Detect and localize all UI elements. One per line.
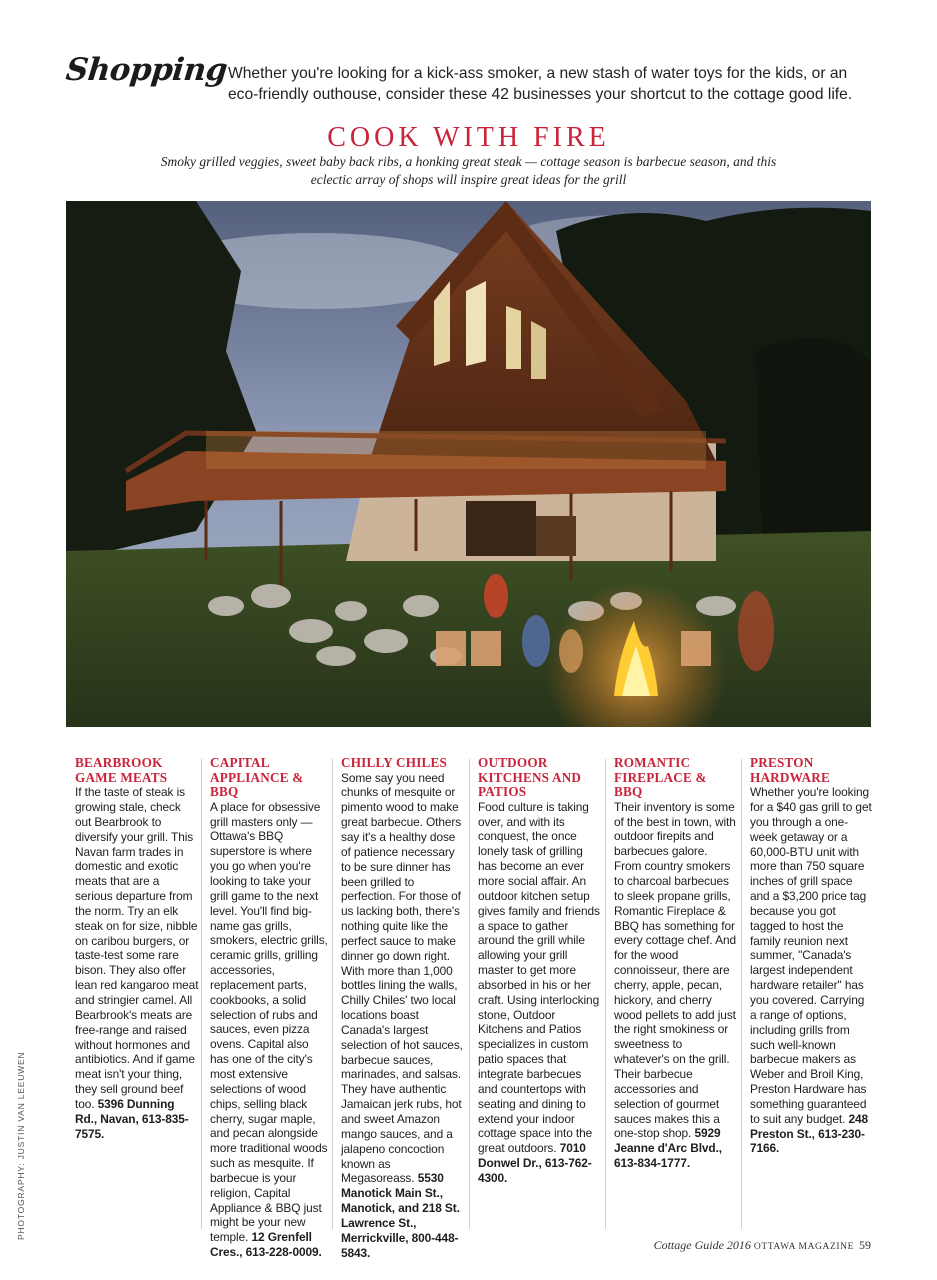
listing-contact: 12 Grenfell Cres., 613-228-0009. (210, 1230, 322, 1260)
listing-body: If the taste of steak is growing stale, check out Bearbrook to diversify your grill. This Navan farm trades in domestic and exotic meats that are a serious departure from the norm. Try an elk steak on for size, nibble on caribou burgers, or taste-test some rare bison. They also offer lean red kangaroo meat and stringier camel. All Bearbrook's meats are free-range and raised without hormones and antibiotics. And if game meat isn't your thing, they sell ground beef too. 5396 Dunning Rd., Navan, 613-835-7575. (75, 785, 199, 1141)
listing-preston-hardware (750, 756, 873, 1156)
page-footer (654, 1238, 871, 1253)
listing-romantic-fireplace (614, 756, 737, 1171)
listing-name: CAPITAL APPLIANCE & BBQ (210, 755, 304, 800)
listing-contact: 5530 Manotick Main St., Manotick, and 218 St. Lawrence St., Merrickville, 800-448-5843. (341, 1171, 460, 1260)
listing-contact: 7010 Donwel Dr., 613-762-4300. (478, 1141, 592, 1185)
listing-contact: 248 Preston St., 613-230-7166. (750, 1111, 869, 1156)
listing-body: Their inventory is some of the best in town, with outdoor firepits and barbecues galore. From country smokers to charcoal barbecues to sleek propane grills, Romantic Fireplace & BBQ has something for every cottage chef. And for the wood connoisseur, there are cherry, apple, pecan, hickory, and cherry wood pellets to add just the right smokiness or sweetness to whatever's on the grill. Their barbecue accessories and selection of gourmet sauces makes this a one-stop shop. 5929 Jeanne d'Arc Blvd., 613-834-1777. (614, 799, 736, 1171)
footer-magazine: OTTAWA MAGAZINE (753, 1242, 854, 1252)
listing-name: OUTDOOR KITCHENS AND PATIOS (478, 755, 582, 800)
footer-guide: Cottage Guide 2016 (653, 1238, 751, 1252)
listing-contact: 5396 Dunning Rd., Navan, 613-835-7575. (75, 1096, 189, 1141)
listing-chilly-chiles (341, 756, 465, 1260)
listing-body: Whether you're looking for a $40 gas grill to get you through a one-week getaway or a 60,000-BTU unit with more than 750 square inches of grill space and a $3,200 price tag because you got tagged to host the family reunion next summer, "Canada's largest independent hardware retailer" has you covered. Carrying a range of options, including grills from such well-known barbecue makers as Weber and Broil King, Preston Hardware has something guaranteed to suit any budget. 248 Preston St., 613-230-7166. (750, 785, 872, 1156)
column-rule (201, 759, 202, 1229)
listing-name: PRESTON HARDWARE (750, 755, 830, 785)
column-rule (741, 759, 742, 1229)
article-headline: COOK WITH FIRE (327, 122, 610, 153)
intro-text: Whether you're looking for a kick-ass smoker, a new stash of water toys for the kids, or an eco-friendly outhouse, consider these 42 businesses your shortcut to the cottage good life. (228, 65, 853, 103)
listing-outdoor-kitchens (478, 756, 601, 1186)
listing-name: BEARBROOK GAME MEATS (75, 755, 168, 785)
listing-body: Food culture is taking over, and with its conquest, the once lonely task of grilling has become an ever more social affair. An outdoor kitchen setup gives family and friends a space to gather around the grill while allowing your grill master to get more absorbed in his or her craft. Using interlocking stone, Outdoor Kitchens and Patios specializes in custom patio spaces that integrate barbecues and countertops with seating and dining to extend your indoor cottage space into the great outdoors. 7010 Donwel Dr., 613-762-4300. (478, 799, 600, 1185)
article-dek: Smoky grilled veggies, sweet baby back ribs, a honking great steak — cottage season is barbecue season, and this eclectic array of shops will inspire great ideas for the grill (160, 154, 777, 187)
cottage-photo (66, 201, 871, 727)
listing-bearbrook (75, 756, 199, 1141)
listing-body: A place for obsessive grill masters only — Ottawa's BBQ superstore is where you go when you're looking to take your grill game to the next level. You'll find big-name gas grills, smokers, electric grills, ceramic grills, grilling accessories, replacement parts, cookbooks, a solid selection of rubs and sauces, even pizza ovens. Capital also has one of the city's most extensive selections of wood chips, selling black cherry, sugar maple, and pecan alongside more traditional woods such as mesquite. If barbecue is your religion, Capital Appliance & BBQ just might be your new temple. 12 Grenfell Cres., 613-228-0009. (210, 799, 328, 1260)
column-rule (605, 759, 606, 1229)
listing-body: Some say you need chunks of mesquite or pimento wood to make great barbecue. Others say it's a healthy dose of patience necessary to be sure dinner has been grilled to perfection. For those of us lacking both, there's nothing quite like the perfect sauce to make dinner go down right. With more than 1,000 bottles lining the walls, Chilly Chiles' two local locations boast Canada's largest selection of hot sauces, barbecue sauces, marinades, and salsas. They have authentic Jamaican jerk rubs, hot and sweet Amazon mango sauces, and a jalapeno concoction known as Megasoreass. 5530 Manotick Main St., Manotick, and 218 St. Lawrence St., Merrickville, 800-448-5843. (341, 770, 463, 1260)
photo-credit: PHOTOGRAPHY: JUSTIN VAN LEEUWEN (16, 1051, 26, 1240)
listing-name: CHILLY CHILES (341, 755, 448, 770)
column-rule (332, 759, 333, 1229)
listing-name: ROMANTIC FIREPLACE & BBQ (614, 755, 707, 800)
page-number: 59 (859, 1238, 871, 1252)
section-label: Shopping (64, 52, 229, 88)
listing-capital-appliance (210, 756, 328, 1260)
column-rule (469, 759, 470, 1229)
listing-contact: 5929 Jeanne d'Arc Blvd., 613-834-1777. (614, 1126, 722, 1171)
